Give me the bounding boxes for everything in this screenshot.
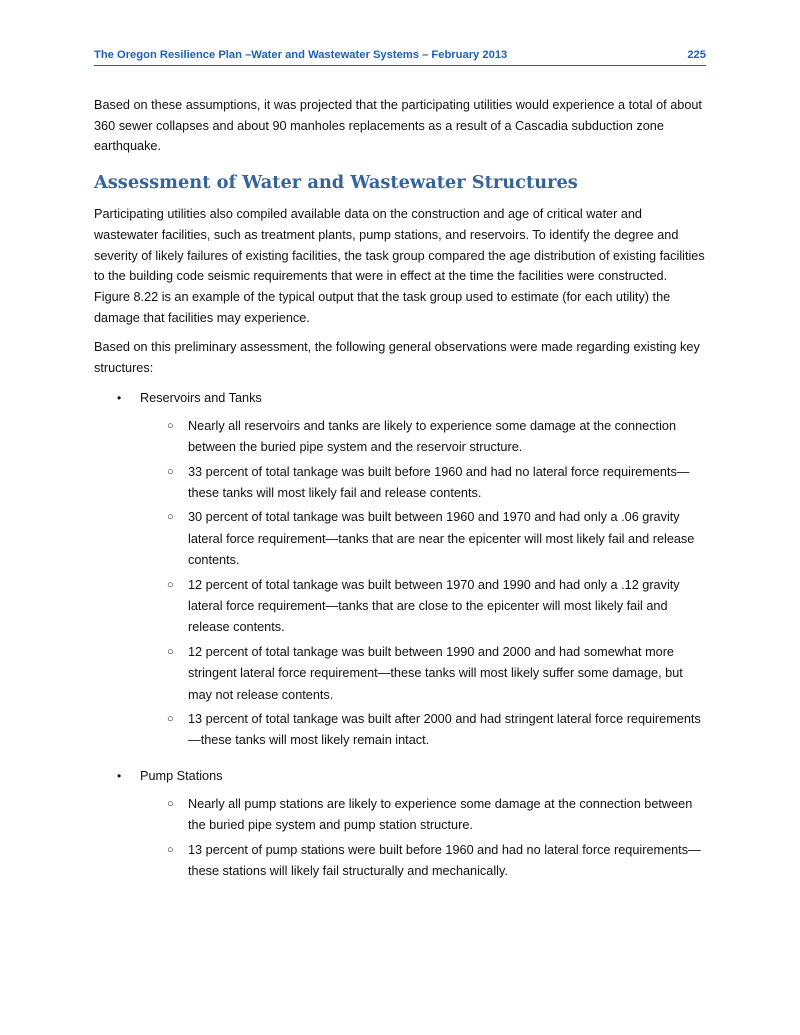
sub-list-item xyxy=(94,709,706,752)
circle-bullet-icon: ○ xyxy=(167,419,174,432)
bullet-item-reservoirs-and-tanks xyxy=(94,388,706,408)
sub-list-item-text: 12 percent of total tankage was built between 1970 and 1990 and had only a .12 gravity lateral force requirement—tanks that are close to the epicenter will most likely fail and release contents. xyxy=(188,577,680,635)
bullet-label: Reservoirs and Tanks xyxy=(140,390,262,405)
circle-bullet-icon: ○ xyxy=(167,843,174,856)
sub-list-item-text: 30 percent of total tankage was built between 1960 and 1970 and had only a .06 gravity lateral force requirement—tanks that are near the epicenter will most likely fail and release contents. xyxy=(188,510,695,568)
circle-bullet-icon: ○ xyxy=(167,797,174,810)
sub-list-item-text: 13 percent of total tankage was built after 2000 and had stringent lateral force requirements—these tanks will most likely remain intact. xyxy=(188,712,701,748)
sub-list-item-text: Nearly all pump stations are likely to experience some damage at the connection between the buried pipe system and pump station structure. xyxy=(188,796,693,833)
sub-list-item xyxy=(94,416,706,459)
document-content xyxy=(94,95,706,896)
circle-bullet-icon: ○ xyxy=(167,465,174,478)
sub-list-item xyxy=(94,462,706,505)
sub-list-item xyxy=(94,840,706,883)
section-heading: Assessment of Water and Wastewater Structures xyxy=(94,172,578,194)
sub-list-item-text: Nearly all reservoirs and tanks are likely to experience some damage at the connection between the buried pipe system and the reservoir structure. xyxy=(188,418,677,455)
bullet-label: Pump Stations xyxy=(140,768,223,783)
sub-list-item xyxy=(94,575,706,639)
bullet-icon: • xyxy=(117,390,122,405)
sub-list-item xyxy=(94,794,706,837)
header-title: The Oregon Resilience Plan –Water and Wastewater Systems – February 2013 xyxy=(94,49,508,61)
bullet-icon: • xyxy=(117,768,122,783)
sub-list-item-text: 33 percent of total tankage was built before 1960 and had no lateral force requirements—these tanks will most likely fail and release contents. xyxy=(188,464,690,500)
circle-bullet-icon: ○ xyxy=(167,578,174,591)
pump-stations-sublist xyxy=(94,794,706,883)
intro-paragraph: Based on these assumptions, it was projected that the participating utilities would experience a total of about 360 sewer collapses and about 90 manholes replacements as a result of a Cascadia subduction zone earthquake. xyxy=(94,98,702,154)
body-paragraph: Based on this preliminary assessment, the following general observations were made regarding existing key structures: xyxy=(94,340,700,376)
circle-bullet-icon: ○ xyxy=(167,713,174,726)
circle-bullet-icon: ○ xyxy=(167,645,174,658)
sub-list-item-text: 13 percent of pump stations were built before 1960 and had no lateral force requirements—these stations will likely fail structurally and mechanically. xyxy=(188,842,701,879)
bullet-item-pump-stations xyxy=(94,766,706,786)
body-paragraph: Participating utilities also compiled available data on the construction and age of critical water and wastewater facilities, such as treatment plants, pump stations, and reservoirs. To identify the degree and severity of likely failures of existing facilities, the task group compared the age distribution of existing facilities to the building code seismic requirements that were in effect at the time the facilities were constructed. Figure 8.22 is an example of the typical output that the task group used to estimate (for each utility) the damage that facilities may experience. xyxy=(94,207,705,325)
circle-bullet-icon: ○ xyxy=(167,511,174,524)
key-structures-list xyxy=(94,388,706,883)
reservoirs-and-tanks-sublist xyxy=(94,416,706,752)
sub-list-item xyxy=(94,642,706,706)
page-header xyxy=(94,49,706,66)
page-number: 225 xyxy=(687,49,706,61)
sub-list-item xyxy=(94,507,706,571)
sub-list-item-text: 12 percent of total tankage was built between 1990 and 2000 and had somewhat more stringent lateral force requirement—these tanks will most likely suffer some damage, but may not release contents. xyxy=(188,644,683,702)
